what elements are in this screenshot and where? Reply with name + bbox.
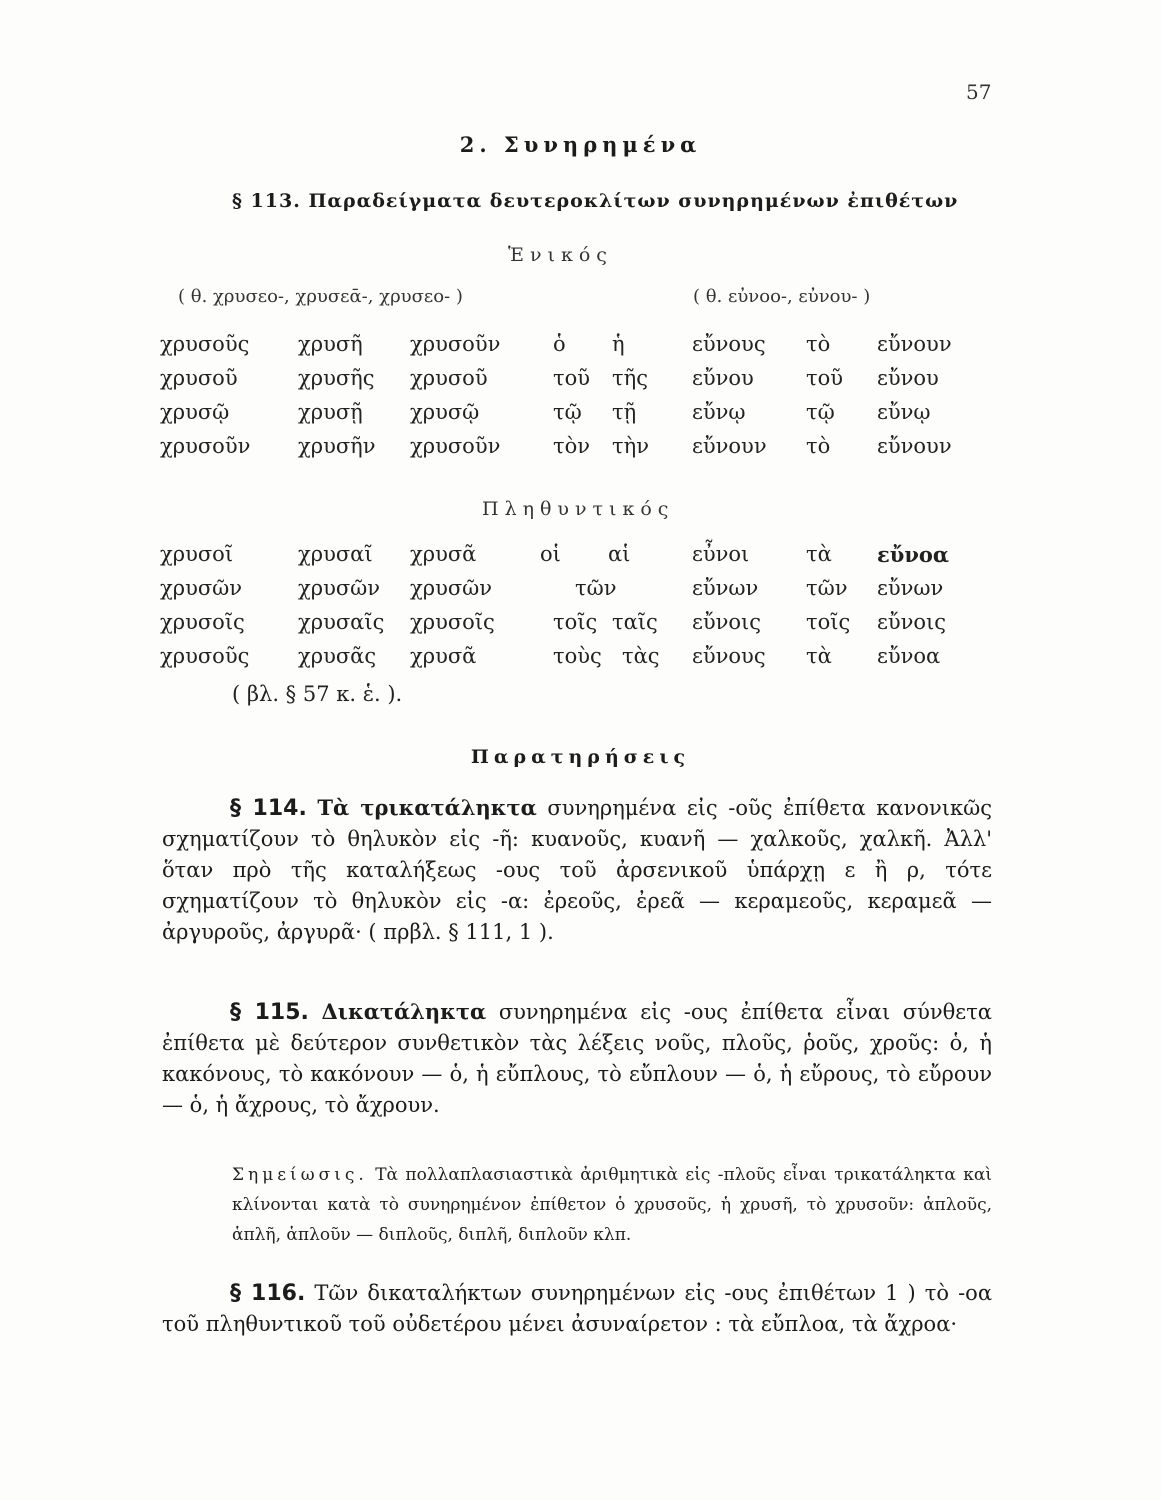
table-cell: χρυσοῦν — [410, 434, 501, 458]
table-cell: χρυσοῦν — [160, 434, 251, 458]
plural-label: Πληθυντικός — [482, 498, 675, 520]
table-cell: τὸ — [806, 332, 831, 356]
table-row — [0, 644, 1161, 678]
table-cell: εὔνοις — [692, 610, 762, 634]
table-cell: ὁ — [553, 332, 566, 356]
stem-right: ( θ. εὐνοο-, εὐνου- ) — [693, 286, 871, 307]
table-cell: χρυσῷ — [410, 400, 480, 424]
table-cell: εὔνουν — [877, 434, 952, 458]
table-cell: εὔνων — [877, 576, 944, 600]
table-cell: οἱ — [540, 542, 561, 566]
table-cell: τῷ — [553, 400, 582, 424]
table-cell: χρυσᾶ — [410, 644, 477, 668]
table-cell: τὸ — [806, 434, 831, 458]
table-cell: χρυσῷ — [160, 400, 230, 424]
table-cell: χρυσοῖ — [160, 542, 234, 566]
table-cell: ταῖς — [612, 610, 658, 634]
table-cell: ἡ — [612, 332, 625, 356]
table-cell: τῇ — [612, 400, 637, 424]
table-cell: χρυσῶν — [410, 576, 493, 600]
note-text: Τὰ πολλαπλασιαστικὰ ἀριθμητικὰ εἰς -πλοῦς εἶναι τρικατάληκτα καὶ κλίνονται κατὰ τὸ συνηρημένον ἐπίθετον ὁ χρυσοῦς, ἡ χρυσῆ, τὸ χρυσοῦν: ἁπλοῦς, ἁπλῆ, ἁπλοῦν — διπλοῦς, διπλῆ, διπλοῦν κλπ. — [232, 1165, 992, 1245]
section-number: § 115. — [230, 1000, 309, 1025]
table-cell: χρυσῆν — [298, 434, 376, 458]
table-cell: τὰς — [622, 644, 660, 668]
table-cell: εὔνοα — [877, 644, 941, 668]
note-lead: Σημείωσις. — [232, 1165, 368, 1185]
table-row — [0, 542, 1161, 576]
table-cell: χρυσῶν — [298, 576, 381, 600]
section-number: § 116. — [230, 1281, 306, 1306]
table-cell: χρυσοῦς — [160, 332, 250, 356]
table-row — [0, 366, 1161, 400]
table-cell: εὔνου — [877, 366, 939, 390]
table-cell: εὔνων — [692, 576, 759, 600]
table-cell: τοῖς — [806, 610, 851, 634]
observations-title: Παρατηρήσεις — [470, 746, 691, 768]
table-cell: χρυσαῖς — [298, 610, 385, 634]
table-cell: τῶν — [575, 576, 617, 600]
table-cell: χρυσᾶς — [298, 644, 377, 668]
table-cell: χρυσᾶ — [410, 542, 477, 566]
paragraph-text: συνηρημένα εἰς -ους ἐπίθετα εἶναι σύνθετα ἐπίθετα μὲ δεύτερον συνθετικὸν τὰς λέξεις νοῦς, πλοῦς, ῥοῦς, χροῦς: ὁ, ἡ κακόνους, τὸ κακόνουν — ὁ, ἡ εὔπλους, τὸ εὔπλουν — ὁ, ἡ εὔρους, τὸ εὔρουν — ὁ, ἡ ἄχρους, τὸ ἄχρουν. — [162, 1000, 992, 1117]
lead-term: Δικατάληκτα — [321, 999, 487, 1024]
table-cell: εὔνοις — [877, 610, 947, 634]
section-title: 2. Συνηρημένα — [459, 132, 702, 157]
page-number: 57 — [966, 80, 992, 104]
table-cell: τῷ — [806, 400, 835, 424]
table-cell: αἱ — [608, 542, 631, 566]
table-cell: τοῖς — [553, 610, 598, 634]
lead-term: Τὰ τρικατάληκτα — [317, 795, 537, 820]
note — [232, 1160, 992, 1250]
stem-left: ( θ. χρυσεο-, χρυσεᾱ-, χρυσεο- ) — [178, 286, 463, 307]
paragraph-114 — [162, 792, 992, 948]
table-cell: τῆς — [612, 366, 648, 390]
reference: ( βλ. § 57 κ. ἑ. ). — [232, 682, 403, 706]
table-cell: εὔνουν — [877, 332, 952, 356]
table-cell: τῶν — [806, 576, 848, 600]
table-cell: τοῦ — [553, 366, 591, 390]
paragraph-116 — [162, 1278, 992, 1340]
table-cell: χρυσῇ — [298, 400, 363, 424]
table-cell: εὔνοα — [877, 542, 950, 567]
table-cell: εὔνουν — [692, 434, 767, 458]
table-cell: τὸν — [553, 434, 591, 458]
table-cell: χρυσῶν — [160, 576, 243, 600]
paragraph-text: Τῶν δικαταλήκτων συνηρημένων εἰς -ους ἐπιθέτων 1 ) τὸ -οα τοῦ πληθυντικοῦ τοῦ οὐδετέρου μένει ἀσυναίρετον : τὰ εὔπλοα, τὰ ἄχροα· — [162, 1281, 993, 1336]
table-cell: τὰ — [806, 644, 832, 668]
table-cell: τοὺς — [553, 644, 602, 668]
paragraph-text: συνηρημένα εἰς -οῦς ἐπίθετα κανονικῶς σχηματίζουν τὸ θηλυκὸν εἰς -ῆ: κυανοῦς, κυανῆ — χαλκοῦς, χαλκῆ. Ἀλλ' ὅταν πρὸ τῆς καταλήξεως -ους τοῦ ἀρσενικοῦ ὑπάρχῃ ε ἢ ρ, τότε σχηματίζουν τὸ θηλυκὸν εἰς -α: ἐρεοῦς, ἐρεᾶ — κεραμεοῦς, κεραμεᾶ — ἀργυροῦς, ἀργυρᾶ· ( πρβλ. § 111, 1 ). — [162, 796, 992, 944]
table-cell: εὔνῳ — [692, 400, 746, 424]
table-cell: χρυσοῦ — [160, 366, 238, 390]
table-cell: εὖνοι — [692, 542, 750, 566]
table-cell: χρυσαῖ — [298, 542, 373, 566]
table-cell: εὔνου — [692, 366, 754, 390]
table-row — [0, 434, 1161, 468]
table-row — [0, 610, 1161, 644]
table-cell: τὴν — [612, 434, 649, 458]
table-cell: χρυσοῦς — [160, 644, 250, 668]
table-row — [0, 576, 1161, 610]
table-cell: χρυσοῦ — [410, 366, 488, 390]
table-cell: τοῦ — [806, 366, 844, 390]
table-cell: εὔνους — [692, 332, 766, 356]
table-row — [0, 400, 1161, 434]
paragraph-115 — [162, 996, 992, 1121]
table-cell: εὔνους — [692, 644, 766, 668]
table-cell: χρυσοῖς — [410, 610, 495, 634]
section-number: § 114. — [230, 796, 307, 821]
table-cell: χρυσοῦν — [410, 332, 501, 356]
table-cell: χρυσοῖς — [160, 610, 245, 634]
singular-label: Ἑνικός — [508, 244, 613, 266]
section-heading-113: § 113. Παραδείγματα δευτεροκλίτων συνηρημένων ἐπιθέτων — [232, 190, 959, 212]
table-cell: τὰ — [806, 542, 832, 566]
table-row — [0, 332, 1161, 366]
table-cell: χρυσῆς — [298, 366, 375, 390]
table-cell: εὔνῳ — [877, 400, 931, 424]
table-cell: χρυσῆ — [298, 332, 363, 356]
